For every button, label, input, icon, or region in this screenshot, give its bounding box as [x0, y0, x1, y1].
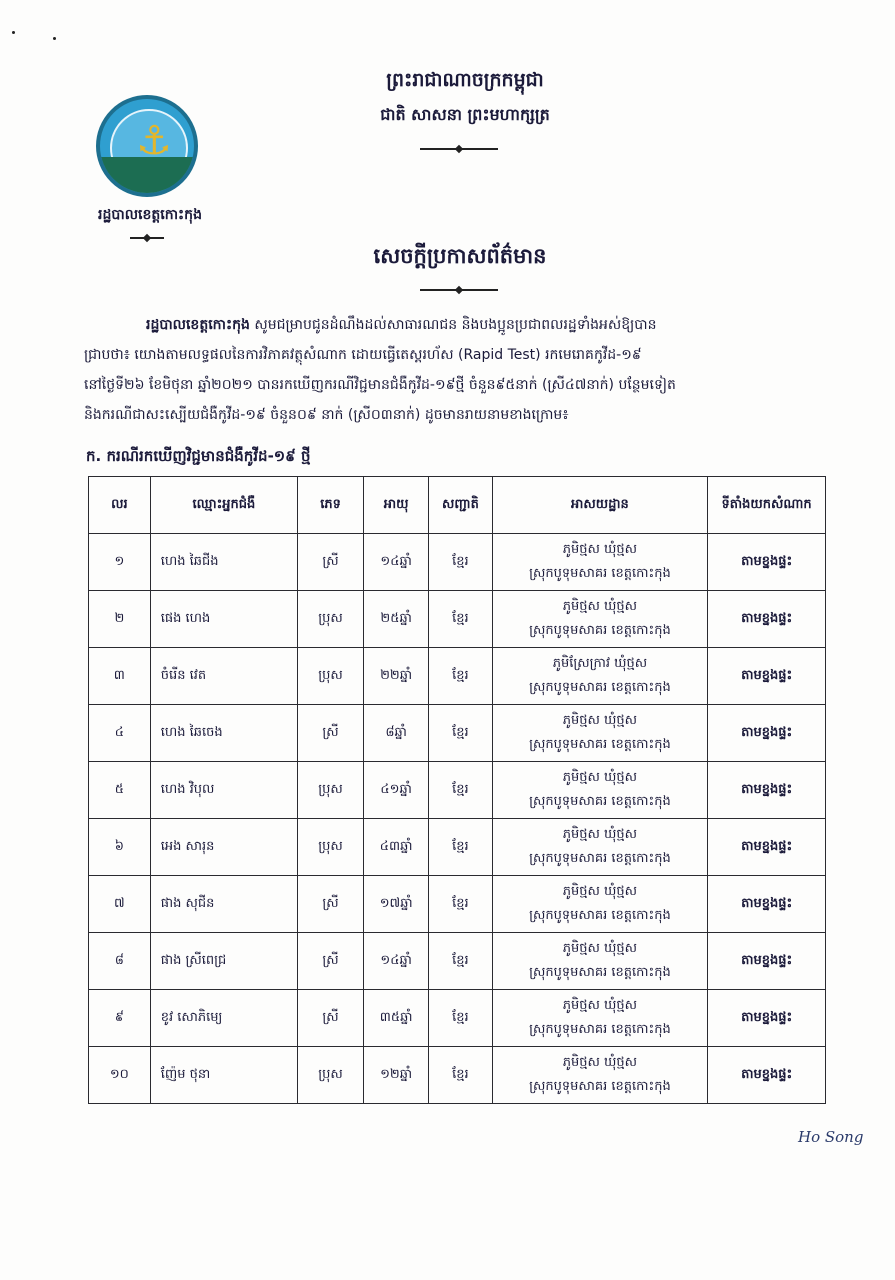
cell-age: ១៧ឆ្នាំ	[363, 876, 428, 933]
col-header-sample-site: ទីតាំងយកសំណាក	[708, 477, 826, 534]
ornament-divider	[420, 148, 498, 150]
paragraph-text: សូមជម្រាបជូនដំណឹងដល់សាធារណជន និងបងប្អូនប្រជាពលរដ្ឋទាំងអស់ឱ្យបាន	[254, 317, 657, 333]
address-line-district: ស្រុកបូទុមសាគរ ខេត្តកោះកុង	[529, 623, 671, 638]
address-line-district: ស្រុកបូទុមសាគរ ខេត្តកោះកុង	[529, 965, 671, 980]
cell-no: ៣	[89, 648, 151, 705]
cell-sex: ស្រី	[298, 990, 364, 1047]
cell-nationality: ខ្មែរ	[429, 876, 492, 933]
cell-address	[492, 876, 708, 933]
address-line-village: ភូមិថ្មស ឃុំថ្មស	[562, 770, 638, 785]
section-heading: ក. ករណីរកឃើញវិជ្ជមានជំងឺកូវីដ-១៩ ថ្មី	[86, 447, 311, 465]
table-row	[89, 990, 826, 1047]
cell-sex: ប្រុស	[298, 648, 364, 705]
cell-name: ហេង វិបុល	[150, 762, 297, 819]
cell-age: ១២ឆ្នាំ	[363, 1047, 428, 1104]
ornament-divider	[130, 237, 164, 239]
cell-address	[492, 591, 708, 648]
announcement-paragraph	[84, 310, 824, 430]
cell-address	[492, 762, 708, 819]
table-row	[89, 534, 826, 591]
kingdom-heading: ព្រះរាជាណាចក្រកម្ពុជា	[386, 69, 544, 91]
cell-age: ៨ឆ្នាំ	[363, 705, 428, 762]
cell-sample-site: តាមខ្នងផ្ទះ	[708, 990, 826, 1047]
cell-sample-site: តាមខ្នងផ្ទះ	[708, 762, 826, 819]
cell-sample-site: តាមខ្នងផ្ទះ	[708, 876, 826, 933]
col-header-address: អាសយដ្ឋាន	[492, 477, 708, 534]
cell-name: ខូវ សោភិម្យេ	[150, 990, 297, 1047]
table-row	[89, 648, 826, 705]
cell-nationality: ខ្មែរ	[429, 1047, 492, 1104]
cell-no: ២	[89, 591, 151, 648]
document-title: សេចក្ដីប្រកាសព័ត៌មាន	[373, 244, 547, 268]
paragraph-line	[84, 310, 824, 340]
cell-sample-site: តាមខ្នងផ្ទះ	[708, 648, 826, 705]
cell-sex: ស្រី	[298, 933, 364, 990]
cell-no: ១	[89, 534, 151, 591]
cell-name: អេង សារុន	[150, 819, 297, 876]
cell-age: ២២ឆ្នាំ	[363, 648, 428, 705]
address-line-district: ស្រុកបូទុមសាគរ ខេត្តកោះកុង	[529, 680, 671, 695]
table-row	[89, 591, 826, 648]
cell-address	[492, 990, 708, 1047]
cell-sample-site: តាមខ្នងផ្ទះ	[708, 591, 826, 648]
address-line-village: ភូមិថ្មស ឃុំថ្មស	[562, 998, 638, 1013]
address-line-district: ស្រុកបូទុមសាគរ ខេត្តកោះកុង	[529, 566, 671, 581]
table-row	[89, 819, 826, 876]
address-line-village: ភូមិថ្មស ឃុំថ្មស	[562, 713, 638, 728]
cell-sample-site: តាមខ្នងផ្ទះ	[708, 819, 826, 876]
cell-name: ហេង ឆៃចេង	[150, 705, 297, 762]
cell-sex: ប្រុស	[298, 1047, 364, 1104]
cell-nationality: ខ្មែរ	[429, 990, 492, 1047]
cell-nationality: ខ្មែរ	[429, 762, 492, 819]
table-row	[89, 705, 826, 762]
cell-sex: ស្រី	[298, 705, 364, 762]
col-header-nationality: សញ្ជាតិ	[429, 477, 492, 534]
cell-nationality: ខ្មែរ	[429, 648, 492, 705]
cell-sample-site: តាមខ្នងផ្ទះ	[708, 534, 826, 591]
cell-name: ញ៉ែម ថុនា	[150, 1047, 297, 1104]
address-line-district: ស្រុកបូទុមសាគរ ខេត្តកោះកុង	[529, 908, 671, 923]
paragraph-lead: រដ្ឋបាលខេត្តកោះកុង	[146, 317, 250, 333]
address-line-village: ភូមិថ្មស ឃុំថ្មស	[562, 1055, 638, 1070]
table-row	[89, 1047, 826, 1104]
cell-nationality: ខ្មែរ	[429, 534, 492, 591]
cell-sex: ប្រុស	[298, 819, 364, 876]
cases-table	[88, 476, 826, 1104]
address-line-village: ភូមិស្រែក្រាវ ឃុំថ្មស	[552, 656, 648, 671]
cell-address	[492, 648, 708, 705]
cell-age: ១៤ឆ្នាំ	[363, 933, 428, 990]
org-name: រដ្ឋបាលខេត្តកោះកុង	[98, 207, 202, 223]
paragraph-line: ជ្រាបថា៖ យោងតាមលទ្ធផលនៃការវិភាគវត្ថុសំណាក ដោយធ្វើតេស្តរហ័ស (Rapid Test) រកមេរោគកូវីដ-១៩	[84, 347, 642, 363]
cell-address	[492, 534, 708, 591]
cell-sex: ស្រី	[298, 876, 364, 933]
cell-age: ២៥ឆ្នាំ	[363, 591, 428, 648]
table-row	[89, 933, 826, 990]
address-line-district: ស្រុកបូទុមសាគរ ខេត្តកោះកុង	[529, 794, 671, 809]
cell-age: ៣៥ឆ្នាំ	[363, 990, 428, 1047]
cell-age: ៤១ឆ្នាំ	[363, 762, 428, 819]
cell-no: ៨	[89, 933, 151, 990]
table-row	[89, 762, 826, 819]
address-line-village: ភូមិថ្មស ឃុំថ្មស	[562, 542, 638, 557]
cell-no: ៧	[89, 876, 151, 933]
cell-no: ៩	[89, 990, 151, 1047]
cell-nationality: ខ្មែរ	[429, 591, 492, 648]
signature: Ho Song	[798, 1128, 864, 1146]
scan-speck	[12, 31, 15, 34]
cell-age: ៤៣ឆ្នាំ	[363, 819, 428, 876]
address-line-district: ស្រុកបូទុមសាគរ ខេត្តកោះកុង	[529, 737, 671, 752]
cell-address	[492, 933, 708, 990]
paragraph-line: នៅថ្ងៃទី២៦ ខែមិថុនា ឆ្នាំ២០២១ បានរកឃើញករណីវិជ្ជមានជំងឺកូវីដ-១៩ថ្មី ចំនួន៩៥នាក់ (ស្រី៤៧នាក់) បន្ថែមទៀត	[84, 377, 676, 393]
cell-no: ៦	[89, 819, 151, 876]
scan-speck	[53, 37, 56, 40]
table-header-row	[89, 477, 826, 534]
col-header-sex: ភេទ	[298, 477, 364, 534]
cell-name: ចំរើន វេត	[150, 648, 297, 705]
national-motto: ជាតិ សាសនា ព្រះមហាក្សត្រ	[380, 105, 550, 124]
cell-no: ១០	[89, 1047, 151, 1104]
cell-sample-site: តាមខ្នងផ្ទះ	[708, 933, 826, 990]
paragraph-line: និងករណីជាសះស្បើយជំងឺកូវីដ-១៩ ចំនួន០៩ នាក់ (ស្រី០៣នាក់) ដូចមានរាយនាមខាងក្រោម៖	[84, 407, 569, 423]
address-line-district: ស្រុកបូទុមសាគរ ខេត្តកោះកុង	[529, 851, 671, 866]
col-header-name: ឈ្មោះអ្នកជំងឺ	[150, 477, 297, 534]
address-line-village: ភូមិថ្មស ឃុំថ្មស	[562, 884, 638, 899]
cell-nationality: ខ្មែរ	[429, 705, 492, 762]
cell-name: ផាង សុជីន	[150, 876, 297, 933]
cell-sex: ស្រី	[298, 534, 364, 591]
provincial-seal-icon: ⚓	[96, 95, 198, 197]
cell-name: ហេង ឆៃជីង	[150, 534, 297, 591]
col-header-no: លរ	[89, 477, 151, 534]
table-row	[89, 876, 826, 933]
address-line-village: ភូមិថ្មស ឃុំថ្មស	[562, 599, 638, 614]
cell-name: ផេង ហេង	[150, 591, 297, 648]
cell-address	[492, 705, 708, 762]
cell-age: ១៤ឆ្នាំ	[363, 534, 428, 591]
col-header-age: អាយុ	[363, 477, 428, 534]
cell-nationality: ខ្មែរ	[429, 819, 492, 876]
cell-sample-site: តាមខ្នងផ្ទះ	[708, 1047, 826, 1104]
address-line-village: ភូមិថ្មស ឃុំថ្មស	[562, 827, 638, 842]
cell-sex: ប្រុស	[298, 762, 364, 819]
cell-sample-site: តាមខ្នងផ្ទះ	[708, 705, 826, 762]
cell-address	[492, 819, 708, 876]
cell-no: ៤	[89, 705, 151, 762]
cell-name: ផាង ស្រីពេជ្រ	[150, 933, 297, 990]
cell-no: ៥	[89, 762, 151, 819]
cell-nationality: ខ្មែរ	[429, 933, 492, 990]
ornament-divider	[420, 289, 498, 291]
address-line-district: ស្រុកបូទុមសាគរ ខេត្តកោះកុង	[529, 1079, 671, 1094]
cell-sex: ប្រុស	[298, 591, 364, 648]
address-line-district: ស្រុកបូទុមសាគរ ខេត្តកោះកុង	[529, 1022, 671, 1037]
cell-address	[492, 1047, 708, 1104]
address-line-village: ភូមិថ្មស ឃុំថ្មស	[562, 941, 638, 956]
